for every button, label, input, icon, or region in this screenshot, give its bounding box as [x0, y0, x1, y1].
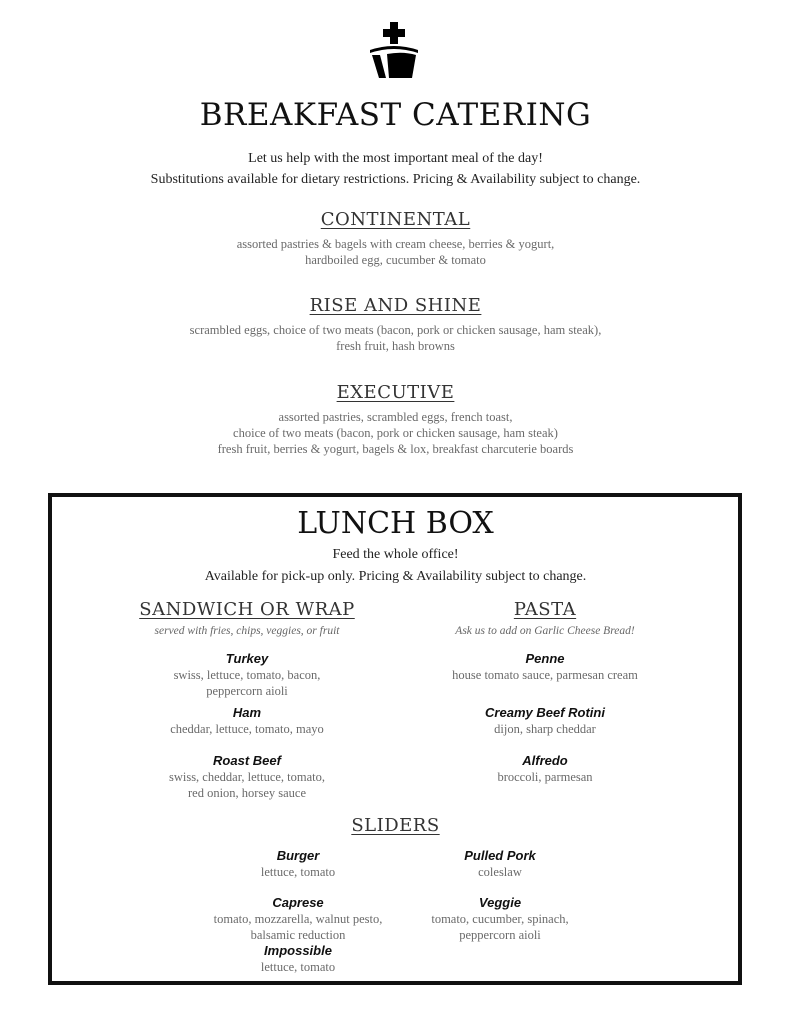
item-description: dijon, sharp cheddar [494, 722, 596, 736]
section-note: Ask us to add on Garlic Cheese Bread! [455, 625, 635, 637]
section-title-executive: EXECUTIVE [336, 382, 455, 403]
item-description: peppercorn aioli [206, 684, 288, 698]
page-title: BREAKFAST CATERING [199, 97, 592, 133]
section-description: fresh fruit, berries & yogurt, bagels & lox, breakfast charcuterie boards [217, 442, 574, 456]
lunch-title: LUNCH BOX [297, 506, 494, 541]
item-name: Alfredo [522, 753, 568, 768]
section-title-sliders: SLIDERS [351, 815, 440, 836]
item-name: Ham [232, 705, 262, 720]
menu-item [395, 752, 695, 785]
item-description: peppercorn aioli [459, 928, 541, 942]
item-name: Turkey [225, 651, 269, 666]
item-description: house tomato sauce, parmesan cream [452, 668, 638, 682]
item-name: Veggie [478, 895, 522, 910]
intro-line: Substitutions available for dietary restrictions. Pricing & Availability subject to change. [150, 172, 641, 187]
menu-item [97, 704, 397, 737]
section-title-rise-and-shine: RISE AND SHINE [309, 295, 482, 316]
menu-item [97, 650, 397, 699]
section-title-continental: CONTINENTAL [320, 209, 471, 230]
section-description: assorted pastries & bagels with cream cheese, berries & yogurt, [236, 237, 555, 251]
item-name: Creamy Beef Rotini [485, 705, 605, 720]
section-note: served with fries, chips, veggies, or fruit [154, 625, 340, 637]
crown-with-cross-icon [366, 22, 422, 80]
item-name: Caprese [272, 895, 324, 910]
lunch-subtitle: Feed the whole office! [332, 547, 459, 562]
section-description: assorted pastries, scrambled eggs, french toast, [278, 410, 513, 424]
menu-item [395, 704, 695, 737]
item-description: tomato, cucumber, spinach, [431, 912, 569, 926]
item-description: balsamic reduction [250, 928, 346, 942]
item-description: lettuce, tomato [260, 865, 336, 879]
item-description: cheddar, lettuce, tomato, mayo [170, 722, 324, 736]
item-name: Penne [525, 651, 565, 666]
lunch-subtitle: Available for pick-up only. Pricing & Availability subject to change. [204, 569, 587, 584]
menu-item [400, 847, 600, 880]
sandwich-column [97, 598, 397, 801]
item-description: coleslaw [478, 865, 522, 879]
item-description: swiss, cheddar, lettuce, tomato, [168, 770, 326, 784]
item-description: lettuce, tomato [260, 960, 336, 974]
item-description: red onion, horsey sauce [187, 786, 307, 800]
item-name: Pulled Pork [464, 848, 536, 863]
section-title-pasta: PASTA [513, 599, 577, 620]
pasta-column [395, 598, 695, 785]
menu-item [380, 894, 620, 943]
item-description: broccoli, parmesan [497, 770, 593, 784]
item-name: Roast Beef [213, 753, 281, 768]
item-description: tomato, mozzarella, walnut pesto, [213, 912, 383, 926]
section-title-sandwich: SANDWICH OR WRAP [139, 599, 355, 620]
section-description: scrambled eggs, choice of two meats (bacon, pork or chicken sausage, ham steak), [189, 323, 602, 337]
menu-item [97, 752, 397, 801]
item-description: swiss, lettuce, tomato, bacon, [173, 668, 321, 682]
intro-line: Let us help with the most important meal of the day! [248, 151, 543, 166]
item-name: Burger [276, 848, 320, 863]
menu-item [198, 942, 398, 975]
menu-item [395, 650, 695, 683]
item-name: Impossible [264, 943, 332, 958]
section-description: choice of two meats (bacon, pork or chicken sausage, ham steak) [233, 426, 558, 440]
menu-item [198, 847, 398, 880]
section-description: fresh fruit, hash browns [336, 339, 455, 353]
section-description: hardboiled egg, cucumber & tomato [305, 253, 486, 267]
